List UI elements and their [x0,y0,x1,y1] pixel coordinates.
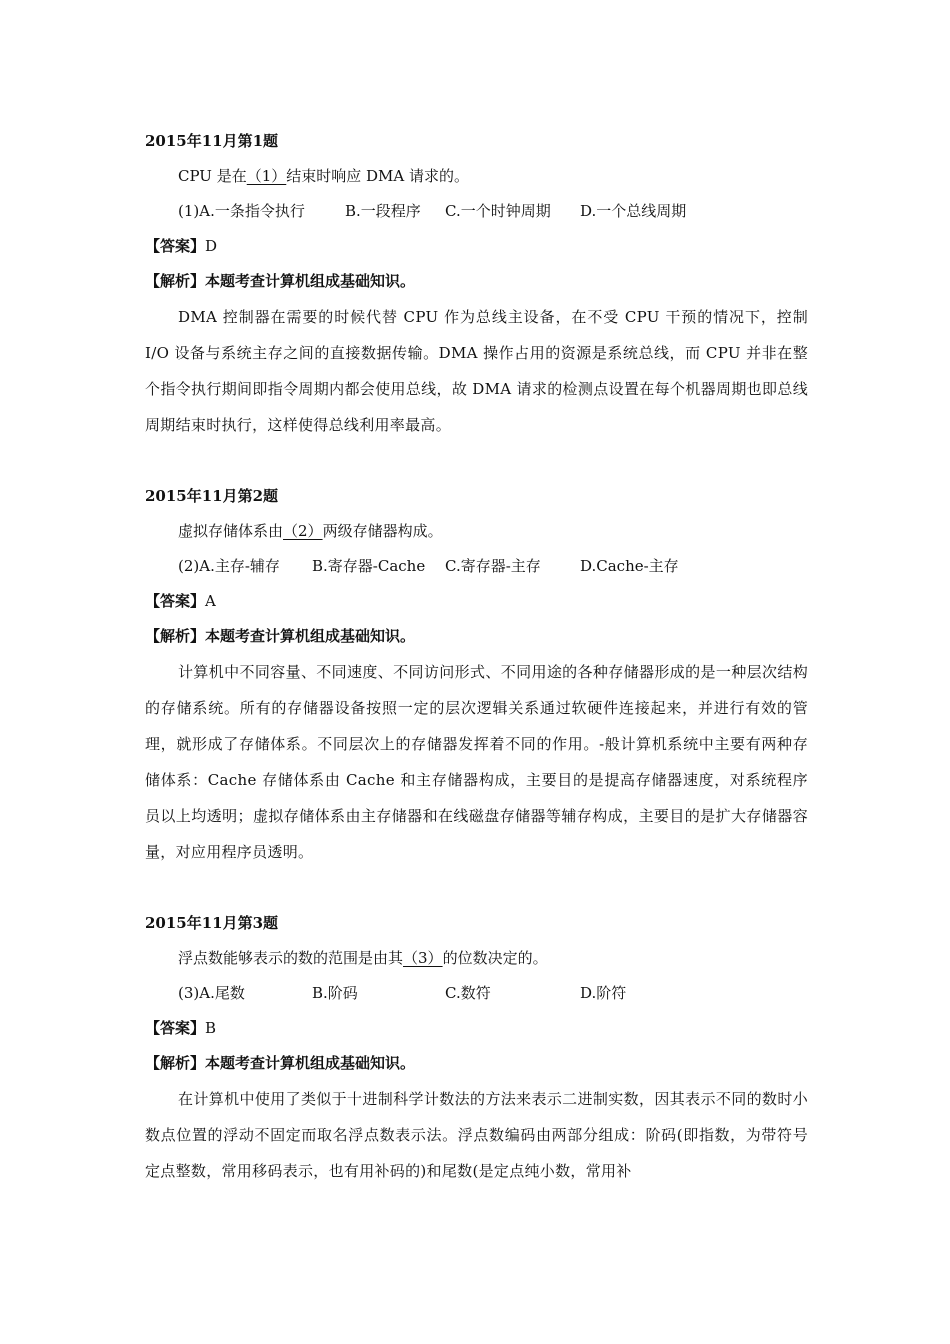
answer-label: 【答案】 [145,592,206,610]
stem-before: CPU 是在 [178,167,247,185]
answer-line [145,1011,808,1046]
option-a: (3)A.尾数 [178,984,245,1002]
stem-after: 两级存储器构成。 [322,522,443,540]
question-stem [145,514,808,549]
analysis-head: 本题考查计算机组成基础知识。 [205,627,416,645]
option-b: B.寄存器-Cache [312,557,426,575]
options-row [145,194,808,229]
options-row [145,549,808,584]
analysis-text: 计算机中不同容量、不同速度、不同访问形式、不同用途的各种存储器形成的是一种层次结构的存储系统。所有的存储器设备按照一定的层次逻辑关系通过软硬件连接起来，并进行有效的管理，就形成了存储体系。不同层次上的存储器发挥着不同的作用。-般计算机系统中主要有两种存储体系：Cache 存储体系由 Cache 和主存储器构成，主要目的是提高存储器速度，对系统程序员以上均透明；虚拟存储体系由主存储器和在线磁盘存储器等辅存构成，主要目的是扩大存储器容量，对应用程序员透明。 [145,663,808,861]
question-stem [145,159,808,194]
answer-line [145,584,808,619]
stem-after: 结束时响应 DMA 请求的。 [286,167,470,185]
question-1 [145,124,808,443]
option-a: (2)A.主存-辅存 [178,557,280,575]
option-d: D.一个总线周期 [580,202,687,220]
option-b: B.一段程序 [345,202,421,220]
analysis-label: 【解析】 [145,272,206,290]
options-row [145,976,808,1011]
analysis-line [145,1046,808,1081]
option-c: C.一个时钟周期 [445,202,551,220]
analysis-label: 【解析】 [145,627,206,645]
option-a: (1)A.一条指令执行 [178,202,305,220]
question-3 [145,906,808,1189]
stem-before: 虚拟存储体系由 [178,522,284,540]
stem-before: 浮点数能够表示的数的范围是由其 [178,949,404,967]
question-title: 2015年11月第2题 [145,487,279,505]
question-title: 2015年11月第3题 [145,914,279,932]
analysis-line [145,264,808,299]
stem-after: 的位数决定的。 [442,949,548,967]
analysis-head: 本题考查计算机组成基础知识。 [205,1054,416,1072]
stem-blank: （3） [403,949,443,967]
analysis-label: 【解析】 [145,1054,206,1072]
answer-value: B [205,1019,217,1037]
analysis-head: 本题考查计算机组成基础知识。 [205,272,416,290]
analysis-text: 在计算机中使用了类似于十进制科学计数法的方法来表示二进制实数，因其表示不同的数时小数点位置的浮动不固定而取名浮点数表示法。浮点数编码由两部分组成：阶码(即指数，为带符号定点整数，常用移码表示，也有用补码的)和尾数(是定点纯小数，常用补 [145,1090,808,1180]
answer-label: 【答案】 [145,1019,206,1037]
question-2 [145,479,808,870]
option-d: D.Cache-主存 [580,557,679,575]
question-title: 2015年11月第1题 [145,132,279,150]
option-b: B.阶码 [312,984,358,1002]
answer-line [145,229,808,264]
stem-blank: （2） [283,522,323,540]
answer-label: 【答案】 [145,237,206,255]
stem-blank: （1） [246,167,287,185]
answer-value: A [205,592,216,610]
option-c: C.数符 [445,984,491,1002]
question-stem [145,941,808,976]
answer-value: D [205,237,218,255]
analysis-line [145,619,808,654]
analysis-text: DMA 控制器在需要的时候代替 CPU 作为总线主设备，在不受 CPU 干预的情况下，控制 I/O 设备与系统主存之间的直接数据传输。DMA 操作占用的资源是系统总线，而 CPU 并非在整个指令执行期间即指令周期内都会使用总线，故 DMA 请求的检测点设置在每个机器周期也即总线周期结束时执行，这样使得总线利用率最高。 [145,308,808,434]
document-content [145,124,808,1225]
option-c: C.寄存器-主存 [445,557,541,575]
option-d: D.阶符 [580,984,627,1002]
